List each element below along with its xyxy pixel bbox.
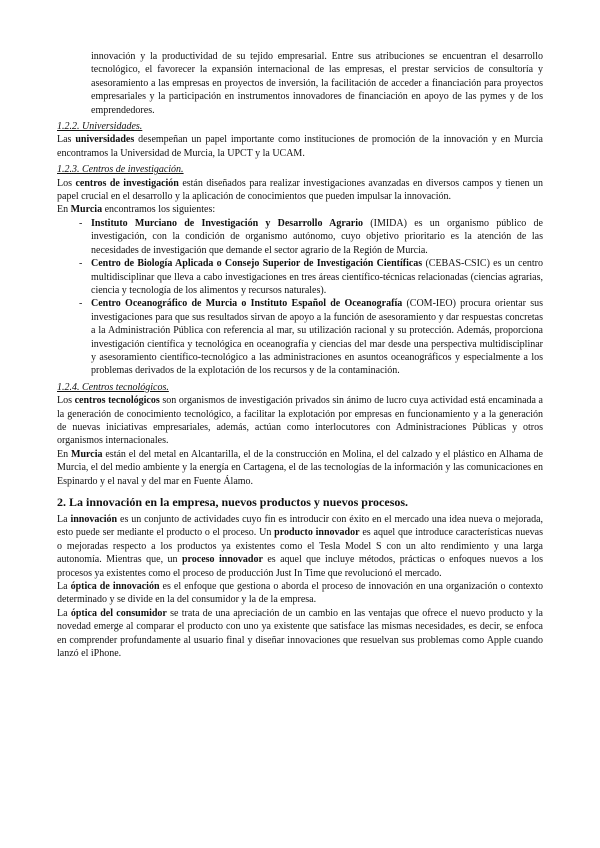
bullet-dash: - [79, 258, 83, 270]
centros-tecnologicos-heading: 1.2.4. Centros tecnológicos. [57, 381, 169, 393]
murcia-intro-paragraph: En Murcia encontramos los siguientes: [57, 204, 216, 216]
murcia-centros-paragraph: En Murcia están el del metal en Alcantarilla, el de la construcción en Molina, el del calzado y el plástico en Alhama de Murcia, el del medio ambiente y la energía en Cartagena, el de las tecnologías de la información y las comunicaciones en Espinardo y el naval y del mar en Fuente Álamo. [57, 448, 543, 487]
list-item-text: (COM-IEO) procura orientar sus investigaciones para que sus resultados sirvan de apoyo a la función de asesoramiento y dar respuestas concretas a la Administración Pública con referencia al mar, su utilización racional y su protección. Además, proporciona investigación científica y tecnológica en oceanografía y ciencias del mar desde una perspectiva multidisciplinar y asesoramiento científico-tecnológico a las administraciones en asuntos oceanográficos y especialmente a los problemas derivados de la explotación de los recursos y de la contaminación. [91, 298, 543, 377]
section-2-heading: 2. La innovación en la empresa, nuevos productos y nuevos procesos. [57, 495, 409, 509]
list-item-text: (CEBAS-CSIC) es un centro multidisciplinar que lleva a cabo investigaciones en tres áreas científico-técnicas relacionadas (ciencias agrarias, ciencia y tecnología de los alimentos y recursos naturales). [91, 258, 543, 296]
innovacion-term: innovación [70, 514, 118, 525]
optica-innovacion-term: óptica de innovación [70, 581, 160, 593]
universidades-heading: 1.2.2. Universidades. [57, 121, 143, 133]
centros-investigacion-term: centros de investigación [75, 177, 179, 189]
list-item-imida [57, 217, 543, 257]
centros-tecnologicos-term: centros tecnológicos [74, 395, 160, 407]
list-item-com-ieo [57, 297, 543, 377]
list-item-title: Centro de Biología Aplicada o Consejo Superior de Investigación Científicas [91, 258, 423, 270]
optica-consumidor-term: óptica del consumidor [70, 607, 167, 619]
optica-consumidor-paragraph: La óptica del consumidor se trata de una apreciación de un cambio en las ventajas que ofrece el nuevo producto y la novedad emerge al comparar el producto con uno ya existente que satisface las mismas necesidades, es decir, se enfoca en comprender profundamente al usuario final y diseñar innovaciones que resuelvan sus problemas como Apple cuando lanzó el iPhone. [57, 607, 544, 660]
universidades-term: universidades [75, 134, 135, 146]
centros-investigacion-heading: 1.2.3. Centros de investigación. [57, 164, 184, 176]
list-item-title: Instituto Murciano de Investigación y Desarrollo Agrario [91, 217, 364, 229]
centros-tecnologicos-paragraph: Los centros tecnológicos son organismos de investigación privados sin ánimo de lucro cuya actividad está encaminada a la generación de conocimiento tecnológico, a facilitar la explotación por empresas en funcionamiento y a la generación de nuevas iniciativas empresariales, además, actúan como interlocutores con Administraciones Públicas y otros organismos internacionales. [57, 395, 543, 447]
research-centers-list [57, 217, 543, 378]
centros-investigacion-paragraph: Los centros de investigación están diseñados para realizar investigaciones avanzadas en diversos campos y tienen un papel crucial en el desarrollo y la aplicación de conocimientos que pueden impulsar la innovación. [57, 177, 543, 203]
producto-innovador-term: producto innovador [274, 527, 360, 539]
innovacion-paragraph: La innovación es un conjunto de actividades cuyo fin es introducir con éxito en el mercado una idea nueva o mejorada, esto puede ser mediante el producto o el proceso. Un producto innovador es aquel que introduce características nuevas o mejoradas respecto a los productos ya existentes como el Tesla Model S con un alto rendimiento y una larga autonomía. Mientras que, un proceso innovador es aquel que incluye métodos, prácticas o enfoques nuevos a los procesos ya existentes como el proceso de producción Just In Time que revolucionó el mercado. [57, 514, 544, 579]
murcia-term: Murcia [70, 204, 103, 216]
universidades-paragraph: Las universidades desempeñan un papel importante como instituciones de promoción de la innovación y en Murcia encontramos la Universidad de Murcia, la UPCT y la UCAM. [57, 134, 543, 159]
intro-paragraph: innovación y la productividad de su tejido empresarial. Entre sus atribuciones se encuentran el desarrollo tecnológico, el favorecer la expansión internacional de las empresas, el prestar servicios de consultoría y asesoramiento a las empresas en proyectos de inversión, la facilitación de acceder a financiación para proyectos empresariales y la participación en instrumentos innovadores de financiación en apoyo de las pymes y de los emprendedores. [91, 51, 543, 116]
bullet-dash: - [79, 298, 83, 310]
proceso-innovador-term: proceso innovador [181, 554, 263, 566]
list-item-cebas-csic [57, 257, 543, 297]
optica-innovacion-paragraph: La óptica de innovación es el enfoque que gestiona o aborda el proceso de innovación en una organización o contexto determinado y se divide en la del consumidor y la de la empresa. [57, 581, 543, 606]
list-item-title: Centro Oceanográfico de Murcia o Instituto Español de Oceanografía [91, 298, 403, 310]
document-page [57, 50, 543, 660]
list-item-text: (IMIDA) es un organismo público de investigación, con la condición de organismo autónomo, cuyo objetivo prioritario es la atención de las necesidades de investigación que demande el sector agrario de la Región de Murcia. [91, 217, 543, 256]
murcia-term: Murcia [71, 448, 103, 460]
bullet-dash: - [79, 217, 83, 229]
